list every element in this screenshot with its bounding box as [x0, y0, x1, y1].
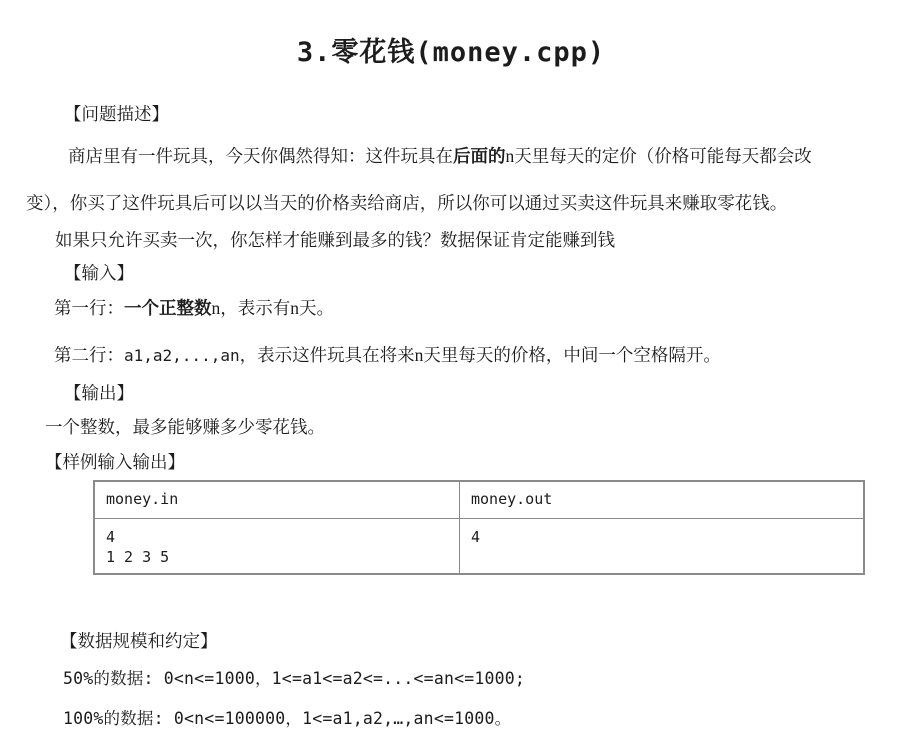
constraints-line-50: 50%的数据: 0<n<=1000，1<=a1<=a2<=...<=an<=1000; — [63, 669, 526, 688]
sample-output-filename-cell: money.out — [460, 481, 865, 519]
section-heading-sample: 【样例输入输出】 — [45, 452, 185, 472]
sample-output-cell — [460, 519, 865, 575]
input-line1-pre: 第一行： — [54, 298, 124, 318]
section-heading-constraints: 【数据规模和约定】 — [60, 631, 218, 651]
page-title: 3.零花钱(money.cpp) — [296, 37, 606, 68]
input-line1-bold: 一个正整数 — [124, 298, 212, 318]
problem-line1-pre: 商店里有一件玩具，今天你偶然得知：这件玩具在 — [68, 146, 453, 166]
input-line1-post: n，表示有n天。 — [211, 298, 334, 318]
section-heading-output: 【输出】 — [64, 383, 134, 403]
input-line2-pre: 第二行： — [54, 345, 124, 365]
sample-input-line-1: 4 — [106, 528, 116, 546]
input-line-1 — [54, 296, 334, 320]
constraints-line-100: 100%的数据: 0<n<=100000，1<=a1,a2,…,an<=1000。 — [63, 709, 512, 728]
sample-output-line-1: 4 — [471, 528, 481, 546]
problem-line1-post: n天里每天的定价（价格可能每天都会改 — [505, 146, 812, 166]
problem-paragraph-line2: 变），你买了这件玩具后可以以当天的价格卖给商店，所以你可以通过买卖这件玩具来赚取零花钱。 — [26, 193, 788, 213]
sample-table-data-row — [94, 519, 864, 575]
sample-table-header-row — [94, 481, 864, 519]
section-heading-problem: 【问题描述】 — [64, 104, 169, 124]
problem-line1-bold: 后面的 — [453, 146, 506, 166]
sample-io-table — [93, 480, 865, 575]
problem-paragraph-line1 — [68, 144, 812, 168]
input-line-2 — [54, 343, 721, 368]
section-heading-input: 【输入】 — [64, 263, 134, 283]
input-line2-post: ，表示这件玩具在将来n天里每天的价格，中间一个空格隔开。 — [239, 345, 721, 365]
sample-input-filename-cell: money.in — [94, 481, 460, 519]
sample-input-cell — [94, 519, 460, 575]
output-line-1: 一个整数，最多能够赚多少零花钱。 — [45, 417, 325, 437]
input-line2-formula: a1,a2,...,an — [124, 346, 240, 365]
problem-paragraph-line3: 如果只允许买卖一次，你怎样才能赚到最多的钱？数据保证肯定能赚到钱 — [55, 230, 615, 250]
sample-input-line-2: 1 2 3 5 — [106, 548, 170, 566]
